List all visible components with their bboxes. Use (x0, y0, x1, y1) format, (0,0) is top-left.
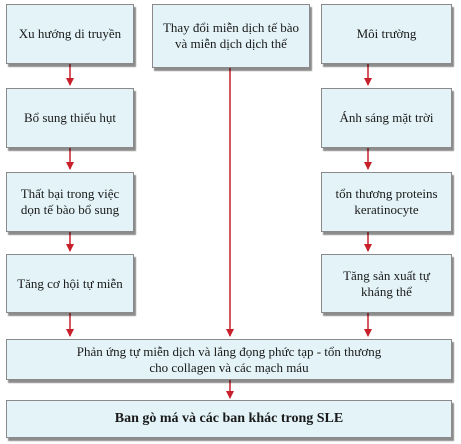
box-complement-deficiency: Bổ sung thiếu hụt (6, 88, 134, 148)
box-autoimmune-chance: Tăng cơ hội tự miễn (6, 254, 134, 313)
box-genetic-tendency: Xu hướng di truyền (6, 4, 134, 64)
box-sunlight: Ánh sáng mặt trời (321, 88, 452, 148)
box-autoantibody-production: Tăng sản xuất tự kháng thể (321, 254, 452, 313)
box-keratinocyte-damage: tổn thương proteins keratinocyte (321, 172, 452, 232)
box-sle-rash: Ban gò má và các ban khác trong SLE (6, 400, 452, 438)
box-clearance-failure: Thất bại trong việc dọn tế bào bổ sung (6, 172, 134, 232)
box-immune-change: Thay đổi miễn dịch tế bào và miễn dịch dịch thể (152, 4, 310, 68)
box-environment: Môi trường (321, 4, 452, 64)
box-autoimmune-reaction: Phản ứng tự miễn dịch và lắng đọng phức tạp - tổn thương cho collagen và các mạch máu (6, 339, 452, 380)
